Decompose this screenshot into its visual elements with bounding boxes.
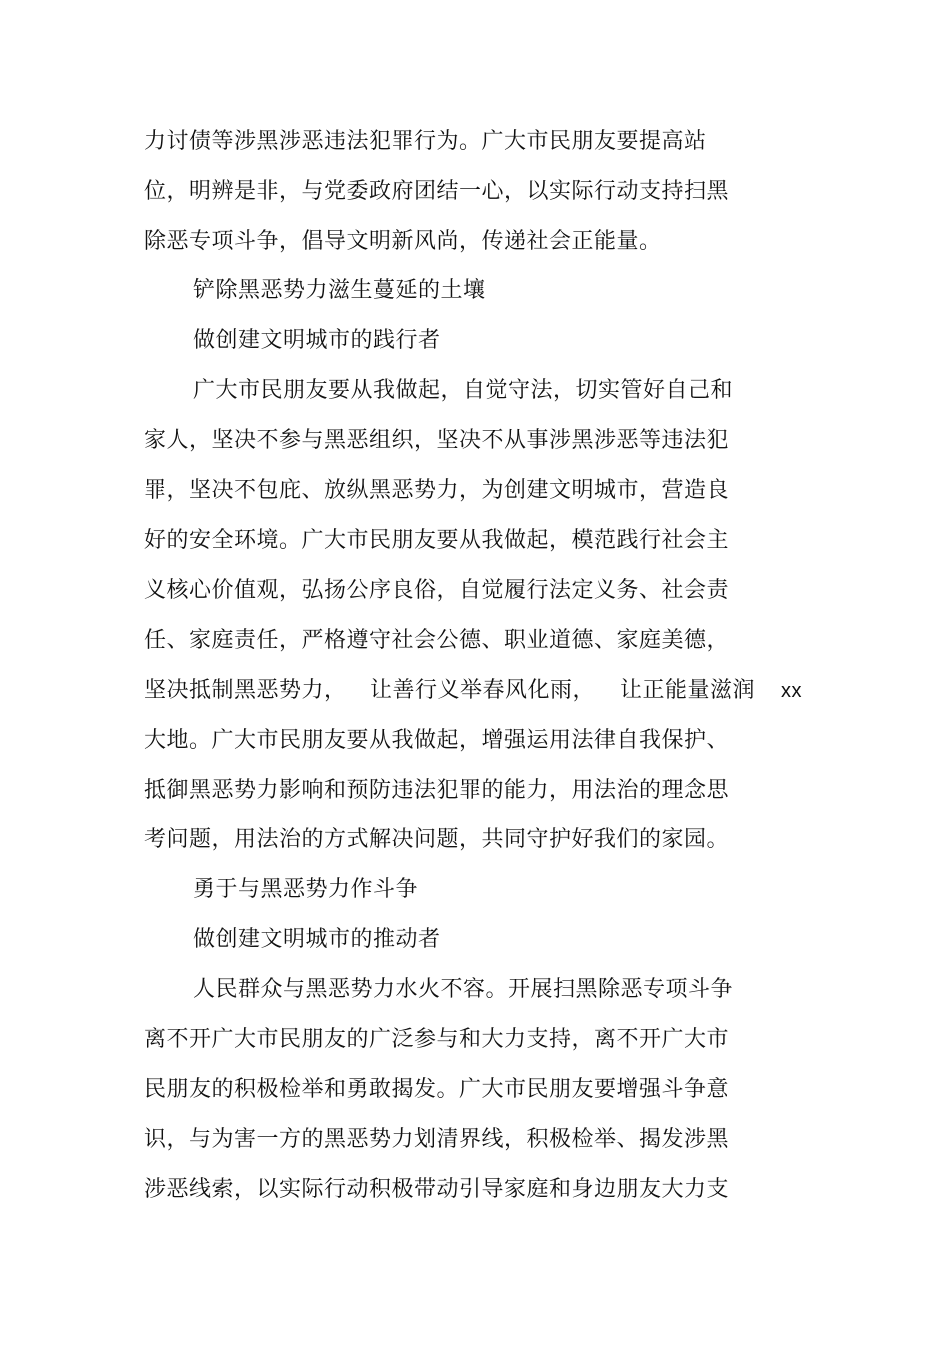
text-line: 罪，坚决不包庇、放纵黑恶势力，为创建文明城市，营造良: [144, 478, 730, 503]
text-line: 考问题，用法治的方式解决问题，共同守护好我们的家园。: [144, 827, 730, 852]
text-segment: 让善行义举春风化雨，: [370, 678, 596, 703]
text-line: 位，明辨是非，与党委政府团结一心，以实际行动支持扫黑: [144, 179, 730, 204]
text-line: 民朋友的积极检举和勇敢揭发。广大市民朋友要增强斗争意: [144, 1077, 730, 1102]
text-line: 识，与为害一方的黑恶势力划清界线，积极检举、揭发涉黑: [144, 1127, 730, 1152]
text-line-split: [144, 671, 824, 711]
section-heading: 铲除黑恶势力滋生蔓延的土壤: [193, 278, 486, 303]
text-line: 力讨债等涉黑涉恶违法犯罪行为。广大市民朋友要提高站: [144, 129, 707, 154]
text-line: 涉恶线索，以实际行动积极带动引导家庭和身边朋友大力支: [144, 1177, 730, 1202]
text-segment: 让正能量滋润: [620, 678, 756, 703]
text-line: 大地。广大市民朋友要从我做起，增强运用法律自我保护、: [144, 728, 730, 753]
paragraph-first-line: 人民群众与黑恶势力水火不容。开展扫黑除恶专项斗争: [193, 977, 734, 1002]
paragraph-first-line: 广大市民朋友要从我做起，自觉守法，切实管好自己和: [193, 378, 734, 403]
section-heading: 做创建文明城市的践行者: [193, 328, 441, 353]
text-line: 抵御黑恶势力影响和预防违法犯罪的能力，用法治的理念思: [144, 778, 730, 803]
text-line: 好的安全环境。广大市民朋友要从我做起，模范践行社会主: [144, 528, 730, 553]
text-line: 义核心价值观，弘扬公序良俗，自觉履行法定义务、社会责: [144, 578, 730, 603]
text-line: 家人，坚决不参与黑恶组织，坚决不从事涉黑涉恶等违法犯: [144, 428, 730, 453]
text-line: 除恶专项斗争，倡导文明新风尚，传递社会正能量。: [144, 229, 662, 254]
text-line: 任、家庭责任，严格遵守社会公德、职业道德、家庭美德，: [144, 628, 730, 653]
text-line: 离不开广大市民朋友的广泛参与和大力支持，离不开广大市: [144, 1027, 730, 1052]
text-segment: 坚决抵制黑恶势力，: [144, 678, 347, 703]
section-heading: 勇于与黑恶势力作斗争: [193, 877, 419, 902]
text-segment: xx: [781, 680, 802, 702]
section-heading: 做创建文明城市的推动者: [193, 927, 441, 952]
